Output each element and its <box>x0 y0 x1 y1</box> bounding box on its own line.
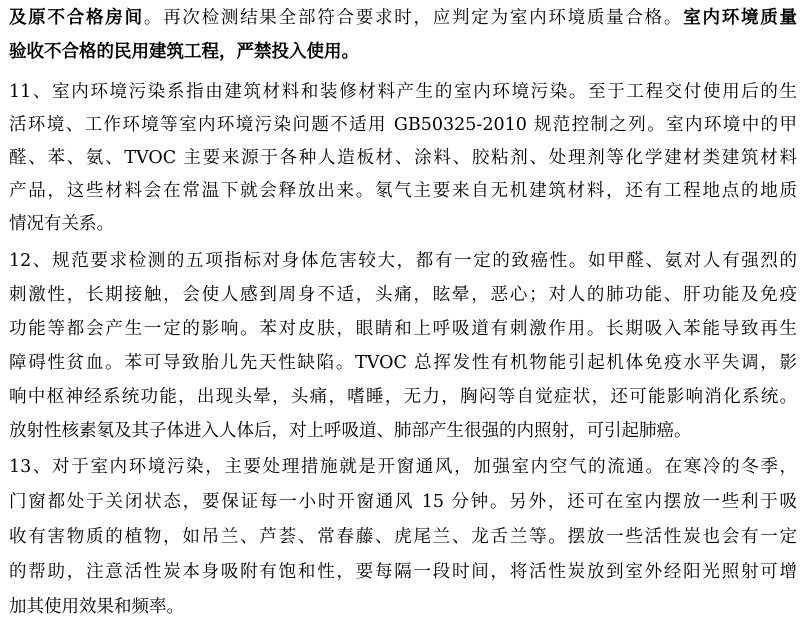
bold-text: 及原不合格房间 <box>9 8 144 28</box>
paragraph-11-line: 产品，这些材料会在常温下就会释放出来。氡气主要来自无机建筑材料，还有工程地点的地质 <box>9 181 797 201</box>
paragraph-12-line: 障碍性贫血。苯可导致胎儿先天性缺陷。TVOC 总挥发性有机物能引起机体免疫水平失调，影 <box>9 353 797 373</box>
paragraph-11-line: 情况有关系。 <box>9 214 114 234</box>
paragraph-12-line: 功能等都会产生一定的影响。苯对皮肤，眼睛和上呼吸道有刺激作用。长期吸入苯能导致再生 <box>9 319 797 339</box>
bold-text: 验收不合格的民用建筑工程，严禁投入使用。 <box>9 42 359 62</box>
paragraph-13-line: 加其使用效果和频率。 <box>9 597 184 617</box>
paragraph-10-line-2 <box>9 37 359 67</box>
paragraph-12-line: 刺激性，长期接触，会使人感到周身不适，头痛，眩晕，恶心；对人的肺功能、肝功能及免疫 <box>9 285 797 305</box>
paragraph-13-line: 门窗都处于关闭状态，要保证每一小时开窗通风 15 分钟。另外，还可在室内摆放一些利于吸 <box>9 492 797 512</box>
paragraph-13-line: 13、对于室内环境污染，主要处理措施就是开窗通风，加强室内空气的流通。在寒冷的冬季， <box>9 457 797 477</box>
paragraph-12-line: 响中枢神经系统功能，出现头晕，头痛，嗜睡，无力，胸闷等自觉症状，还可能影响消化系统。 <box>9 387 797 407</box>
bold-text: 室内环境质量 <box>683 8 798 28</box>
paragraph-11-line: 活环境、工作环境等室内环境污染问题不适用 GB50325-2010 规范控制之列。室内环境中的甲 <box>9 115 797 135</box>
paragraph-13-line: 收有害物质的植物，如吊兰、芦荟、常春藤、虎尾兰、龙舌兰等。摆放一些活性炭也会有一定 <box>9 527 797 547</box>
paragraph-12-line: 12、规范要求检测的五项指标对身体危害较大，都有一定的致癌性。如甲醛、氨对人有强烈的 <box>9 251 797 271</box>
paragraph-11-line: 11、室内环境污染系指由建筑材料和装修材料产生的室内环境污染。至于工程交付使用后的生 <box>9 82 797 102</box>
paragraph-13-line: 的帮助，注意活性炭本身吸附有饱和性，要每隔一段时间，将活性炭放到室外经阳光照射可增 <box>9 562 797 582</box>
paragraph-12-line: 放射性核素氡及其子体进入人体后，对上呼吸道、肺部产生很强的内照射，可引起肺癌。 <box>9 421 692 441</box>
paragraph-10-line-1 <box>9 3 797 33</box>
paragraph-11-line: 醛、苯、氨、TVOC 主要来源于各种人造板材、涂料、胶粘剂、处理剂等化学建材类建筑材料 <box>9 148 797 168</box>
body-text: 。再次检测结果全部符合要求时，应判定为室内环境质量合格。 <box>143 8 684 28</box>
